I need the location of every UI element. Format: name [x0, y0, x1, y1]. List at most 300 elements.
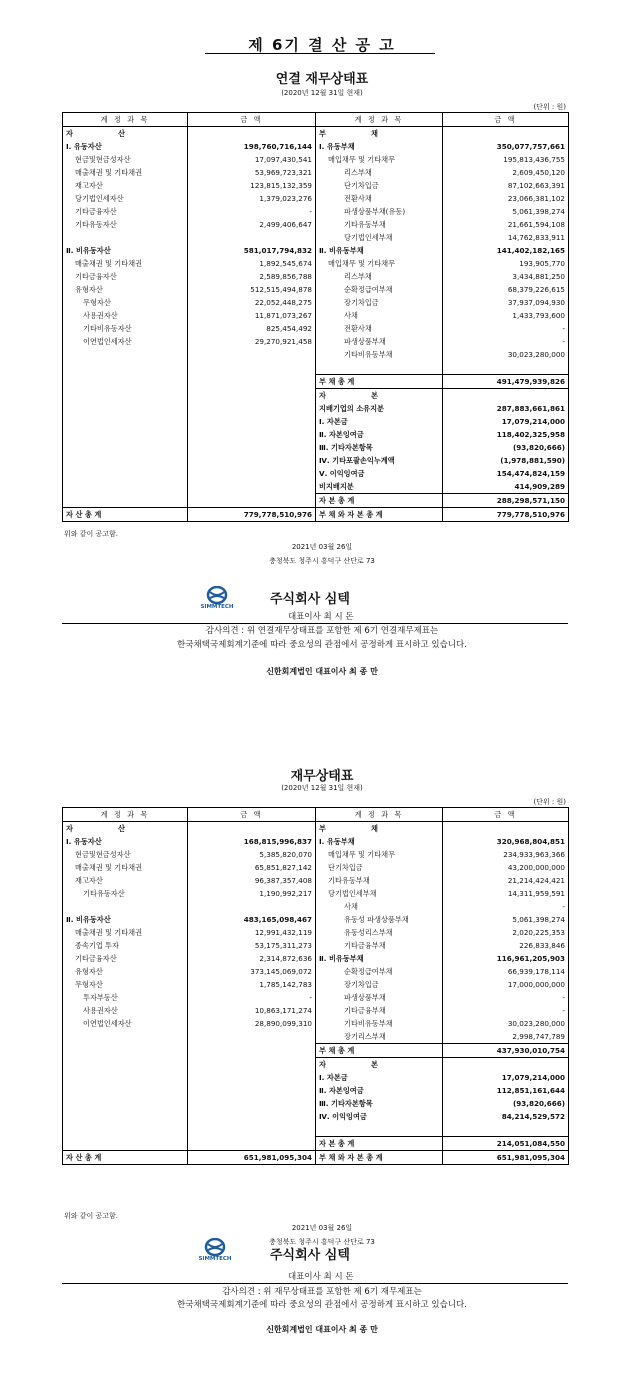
simmtech-logo — [195, 586, 239, 612]
current-assets-row-value: 168,815,996,837 — [188, 835, 316, 848]
asset-item-row-value: 28,890,099,310 — [188, 1017, 316, 1030]
table-row — [63, 978, 569, 991]
liab-item-row-label: 당기법인세부채 — [316, 887, 443, 900]
table-row — [63, 939, 569, 952]
equity-header-label: 자 본 — [316, 1058, 443, 1072]
current-liab-row-label: Ⅰ. 유동부채 — [316, 140, 443, 153]
cell-label — [63, 1030, 188, 1044]
table-row — [63, 374, 569, 388]
table-row — [63, 965, 569, 978]
table-row — [63, 270, 569, 283]
asset-item-row-value: 53,175,311,273 — [188, 939, 316, 952]
cell-value — [188, 493, 316, 507]
noncurrent-assets-row-label: Ⅱ. 비유동자산 — [63, 913, 188, 926]
table-row — [63, 1071, 569, 1084]
equity-item-row-value: 414,909,289 — [514, 481, 565, 491]
asset-item-row-value: 22,052,448,275 — [188, 296, 316, 309]
asset-item-row-label: 기타유동자산 — [63, 887, 188, 900]
equity-header-value — [443, 1058, 569, 1072]
liab-item-row-value: 5,061,398,274 — [512, 915, 565, 924]
liab-item-row-label: 기타금융부채 — [316, 939, 443, 952]
cell-value — [188, 348, 316, 361]
company-name: 주식회사 심텍 — [270, 592, 350, 607]
total-assets-label: 자 산 총 계 — [63, 1150, 188, 1164]
asset-item-row-value: 1,190,992,217 — [188, 887, 316, 900]
total-equity-row-label: 자 본 총 계 — [316, 493, 443, 507]
equity-item-row-value: 118,402,325,958 — [496, 429, 565, 439]
column-header: 계 정 과 목 — [63, 113, 188, 127]
spacer-row-value — [443, 1123, 569, 1136]
liab-item-row-value: 87,102,663,391 — [507, 181, 565, 190]
asset-item-row-label: 투자부동산 — [63, 991, 188, 1004]
liab-item-row-value: 14,311,959,591 — [507, 889, 565, 898]
asset-item-row-value: 65,851,827,142 — [188, 861, 316, 874]
noncurrent-liab-row-label: Ⅱ. 비유동부채 — [316, 244, 443, 257]
asset-item-row-value: 825,454,492 — [188, 322, 316, 335]
consolidated-balance-table — [62, 112, 569, 522]
total-assets-label: 자 산 총 계 — [63, 507, 188, 521]
asset-item-row-value: - — [188, 991, 316, 1004]
table-row — [63, 1030, 569, 1044]
liab-item-row-value: 37,937,094,930 — [507, 298, 565, 307]
table-row — [63, 1136, 569, 1150]
table-row — [63, 205, 569, 218]
consolidated-title: 연결 재무상태표 — [275, 72, 369, 87]
liab-item-row-value: 66,939,178,114 — [507, 967, 565, 976]
cell-label — [63, 493, 188, 507]
separate-title: 재무상태표 — [290, 769, 354, 784]
liab-item-row-label: 사채 — [316, 309, 443, 322]
total-liab-equity-label: 부 채 와 자 본 총 계 — [316, 507, 443, 521]
column-header: 금 액 — [188, 808, 316, 822]
asset-item-row-value: 29,270,921,458 — [188, 335, 316, 348]
asset-item-row-value: 2,499,406,647 — [188, 218, 316, 231]
equity-item-row-value: 154,474,824,159 — [496, 468, 565, 478]
assets-header-label: 자 산 — [63, 822, 188, 836]
liab-item-row-value: 2,609,450,120 — [512, 168, 565, 177]
asset-item-row-label: 현금및현금성자산 — [63, 848, 188, 861]
cell-label — [63, 388, 188, 402]
cell-label — [63, 415, 188, 428]
asset-item-row-value: 373,145,069,072 — [188, 965, 316, 978]
table-row — [63, 1097, 569, 1110]
cell-label — [63, 1110, 188, 1123]
equity-item-row-label: Ⅰ. 자본금 — [316, 415, 443, 428]
table-row — [63, 283, 569, 296]
column-header: 금 액 — [188, 113, 316, 127]
asset-item-row-label: 유형자산 — [63, 283, 188, 296]
liabilities-header-label: 부 채 — [316, 822, 443, 836]
current-assets-row-value: 198,760,716,144 — [188, 140, 316, 153]
spacer-row-value — [188, 231, 316, 244]
cell-label — [63, 467, 188, 480]
simmtech-logo-2 — [193, 1238, 237, 1264]
cell-label — [63, 402, 188, 415]
noncurrent-assets-row-value: 483,165,098,467 — [188, 913, 316, 926]
company-address: 충청북도 청주시 흥덕구 산단로 73 — [269, 557, 375, 565]
table-row — [63, 361, 569, 374]
asset-item-row-value: 17,097,430,541 — [188, 153, 316, 166]
liab-item-row-value: 193,905,770 — [519, 259, 565, 268]
audit-opinion-line1: 감사의견 : 위 연결재무상태표를 포함한 제 6기 연결재무제표는 — [205, 626, 439, 636]
cell-label — [63, 454, 188, 467]
liab-item-row-label: 매입채무 및 기타채무 — [316, 257, 443, 270]
cell-label — [63, 1136, 188, 1150]
asset-item-row-value: - — [188, 205, 316, 218]
equity-item-row-label: Ⅳ. 이익잉여금 — [316, 1110, 443, 1123]
table-row — [63, 231, 569, 244]
asset-item-row-label: 사용권자산 — [63, 309, 188, 322]
total-liab-equity-value: 651,981,095,304 — [443, 1150, 569, 1164]
total-liab-equity-value: 779,778,510,976 — [443, 507, 569, 521]
cell-value — [188, 402, 316, 415]
liab-item-row-label: 장기차입금 — [316, 296, 443, 309]
liab-item-row-label: 전환사채 — [316, 322, 443, 335]
column-header: 금 액 — [443, 808, 569, 822]
auditor-signature-2: 신한회계법인 대표이사 최 종 만 — [266, 1325, 378, 1334]
noncurrent-assets-row-value: 581,017,794,832 — [188, 244, 316, 257]
spacer-row-label — [316, 1123, 443, 1136]
liab-item-row-label: 사채 — [316, 900, 443, 913]
liab-item-row-value: - — [562, 337, 565, 346]
table-row — [63, 900, 569, 913]
liab-item-row-label: 장기리스부채 — [316, 1030, 443, 1044]
liabilities-header-label: 부 채 — [316, 127, 443, 141]
table-row — [63, 1110, 569, 1123]
table-row — [63, 1084, 569, 1097]
table-row — [63, 493, 569, 507]
sign-date: 2021년 03월 26일 — [291, 543, 353, 551]
equity-item-row-value: (93,820,666) — [512, 442, 565, 452]
liab-item-row-value: 30,023,280,000 — [507, 1019, 565, 1028]
table-row — [63, 179, 569, 192]
asset-item-row-value: 123,815,132,359 — [188, 179, 316, 192]
asset-item-row-label: 무형자산 — [63, 978, 188, 991]
cell-label — [63, 1071, 188, 1084]
ceo-name-2: 대표이사 최 시 돈 — [288, 1272, 354, 1282]
cell-value — [188, 1123, 316, 1136]
table-row — [63, 244, 569, 257]
grand-total-row — [63, 507, 569, 521]
liab-item-row-label: 기타비유동부채 — [316, 348, 443, 361]
cell-label — [63, 361, 188, 374]
spacer-row-value — [188, 900, 316, 913]
table-row — [63, 166, 569, 179]
table-row — [63, 454, 569, 467]
table-row — [63, 952, 569, 965]
grand-total-row — [63, 1150, 569, 1164]
column-header: 계 정 과 목 — [63, 808, 188, 822]
cell-value — [188, 1136, 316, 1150]
total-liab-equity-label: 부 채 와 자 본 총 계 — [316, 1150, 443, 1164]
liab-item-row-value: 23,066,381,102 — [507, 194, 565, 203]
table-row — [63, 848, 569, 861]
total-equity-row-label: 자 본 총 계 — [316, 1136, 443, 1150]
asset-item-row-value: 1,785,142,783 — [188, 978, 316, 991]
asset-item-row-label: 무형자산 — [63, 296, 188, 309]
noncurrent-assets-row-label: Ⅱ. 비유동자산 — [63, 244, 188, 257]
asset-item-row-label: 기타금융자산 — [63, 205, 188, 218]
asset-item-row-label: 매출채권 및 기타채권 — [63, 166, 188, 179]
cell-value — [188, 1058, 316, 1072]
noncurrent-liab-row-value: 141,402,182,165 — [496, 246, 565, 255]
asset-item-row-value: 96,387,357,408 — [188, 874, 316, 887]
equity-item-row-label: Ⅲ. 기타자본항목 — [316, 1097, 443, 1110]
liab-item-row-value: 14,762,833,911 — [507, 233, 565, 242]
table-row — [63, 192, 569, 205]
liab-item-row-value: - — [562, 902, 565, 911]
equity-item-row-label: Ⅲ. 기타자본항목 — [316, 441, 443, 454]
cell-label — [63, 441, 188, 454]
liab-item-row-value: 17,000,000,000 — [507, 980, 565, 989]
table-row — [63, 1058, 569, 1072]
asset-item-row-value: 53,969,723,321 — [188, 166, 316, 179]
liab-item-row-value: - — [562, 1006, 565, 1015]
equity-item-row-label: Ⅴ. 이익잉여금 — [316, 467, 443, 480]
asset-item-row-label: 이연법인세자산 — [63, 1017, 188, 1030]
separate-unit: (단위 : 원) — [533, 798, 566, 806]
asset-item-row-value: 11,871,073,267 — [188, 309, 316, 322]
assets-header-value — [188, 822, 316, 836]
cell-value — [188, 1044, 316, 1058]
asset-item-row-label: 매출채권 및 기타채권 — [63, 926, 188, 939]
liab-item-row-label: 파생상품부채 — [316, 991, 443, 1004]
liab-item-row-value: 2,998,747,789 — [512, 1032, 565, 1041]
separate-balance-table — [62, 807, 569, 1165]
table-row — [63, 257, 569, 270]
liab-item-row-value: 43,200,000,000 — [507, 863, 565, 872]
liab-item-row-value: 21,214,424,421 — [507, 876, 565, 885]
column-header: 금 액 — [443, 113, 569, 127]
cell-label — [63, 1084, 188, 1097]
liab-item-row-value: - — [562, 993, 565, 1002]
table-row — [63, 874, 569, 887]
table-row — [63, 887, 569, 900]
table-row — [63, 467, 569, 480]
liab-item-row-value: 2,020,225,353 — [512, 928, 565, 937]
audit-opinion-2-line2: 한국채택국제회계기준에 따라 중요성의 관점에서 공정하게 표시하고 있습니다. — [177, 1300, 467, 1310]
cell-value — [188, 388, 316, 402]
table-row — [63, 348, 569, 361]
asset-item-row-label: 기타금융자산 — [63, 270, 188, 283]
liab-item-row-value: 3,434,881,250 — [512, 272, 565, 281]
liab-item-row-label: 전환사채 — [316, 192, 443, 205]
liab-item-row-label: 리스부채 — [316, 166, 443, 179]
liab-item-row-value: 195,813,436,755 — [503, 155, 565, 164]
asset-item-row-label: 현금및현금성자산 — [63, 153, 188, 166]
liab-item-row-label: 파생상품부채 — [316, 335, 443, 348]
liab-item-row-label: 기타유동부채 — [316, 874, 443, 887]
table-row — [63, 835, 569, 848]
total-liabilities-row-value: 491,479,939,826 — [443, 374, 569, 388]
cell-value — [188, 1110, 316, 1123]
total-liabilities-row-value: 437,930,010,754 — [443, 1044, 569, 1058]
sign-date-2: 2021년 03월 26일 — [291, 1224, 353, 1232]
liab-item-row-label: 기타유동부채 — [316, 218, 443, 231]
noncurrent-liab-row-value: 116,961,205,903 — [496, 954, 565, 963]
table-row — [63, 335, 569, 348]
noncurrent-liab-row-label: Ⅱ. 비유동부채 — [316, 952, 443, 965]
liab-item-row-label: 단기차입금 — [316, 861, 443, 874]
table-row — [63, 861, 569, 874]
asset-item-row-value: 5,385,820,070 — [188, 848, 316, 861]
spacer-row-label — [63, 231, 188, 244]
total-assets-value: 779,778,510,976 — [188, 507, 316, 521]
liab-item-row-label: 단기차입금 — [316, 179, 443, 192]
equity-item-row-label: Ⅰ. 자본금 — [316, 1071, 443, 1084]
column-header-row — [63, 808, 569, 822]
asset-item-row-value: 2,589,856,788 — [188, 270, 316, 283]
company-address-2: 충청북도 청주시 흥덕구 산단로 73 — [269, 1238, 375, 1246]
asset-item-row-value: 10,863,171,274 — [188, 1004, 316, 1017]
equity-header-label: 자 본 — [316, 388, 443, 402]
asset-item-row-label: 유형자산 — [63, 965, 188, 978]
total-equity-row-value: 288,298,571,150 — [443, 493, 569, 507]
liab-item-row-value: - — [562, 324, 565, 333]
liab-item-row-label: 파생상품부채(유동) — [316, 205, 443, 218]
liab-item-row-label: 순확정급여부채 — [316, 283, 443, 296]
liab-item-row-label: 장기차입금 — [316, 978, 443, 991]
table-row — [63, 1017, 569, 1030]
cell-value — [188, 428, 316, 441]
table-row — [63, 218, 569, 231]
table-row — [63, 402, 569, 415]
cell-value — [188, 1084, 316, 1097]
cell-value — [188, 441, 316, 454]
table-row — [63, 1123, 569, 1136]
cell-value — [188, 1097, 316, 1110]
table-row — [63, 388, 569, 402]
table-row — [63, 991, 569, 1004]
liabilities-header-value — [443, 822, 569, 836]
asset-item-row-label: 재고자산 — [63, 874, 188, 887]
liab-item-row-label: 유동성 파생상품부채 — [316, 913, 443, 926]
cell-value — [188, 374, 316, 388]
table-row — [63, 441, 569, 454]
liabilities-header-value — [443, 127, 569, 141]
equity-item-row-value: 17,079,214,000 — [501, 1073, 565, 1082]
asset-item-row-label: 매출채권 및 기타채권 — [63, 861, 188, 874]
liab-item-row-value: 226,833,846 — [519, 941, 565, 950]
equity-item-row-label: Ⅱ. 자본잉여금 — [316, 1084, 443, 1097]
current-liab-row-value: 320,968,804,851 — [496, 837, 565, 846]
divider-2 — [62, 1283, 568, 1284]
consolidated-date: (2020년 12월 31일 현재) — [281, 89, 363, 97]
cell-value — [188, 467, 316, 480]
equity-item-row-value: 17,079,214,000 — [501, 416, 565, 426]
column-header: 계 정 과 목 — [316, 113, 443, 127]
equity-item-row-value: 84,214,529,572 — [501, 1112, 565, 1121]
column-header: 계 정 과 목 — [316, 808, 443, 822]
cell-label — [63, 1097, 188, 1110]
cell-label — [63, 480, 188, 494]
table-row — [63, 913, 569, 926]
liab-item-row-label: 순확정급여부채 — [316, 965, 443, 978]
table-row — [63, 480, 569, 494]
asset-item-row-label: 기타유동자산 — [63, 218, 188, 231]
total-liabilities-row-label: 부 채 총 계 — [316, 1044, 443, 1058]
liab-item-row-label: 매입채무 및 기타채무 — [316, 153, 443, 166]
equity-item-row-value: (93,820,666) — [512, 1099, 565, 1108]
table-row — [63, 296, 569, 309]
table-row — [63, 428, 569, 441]
asset-item-row-label: 기타비유동자산 — [63, 322, 188, 335]
asset-item-row-label: 종속기업 투자 — [63, 939, 188, 952]
company-name-2: 주식회사 심텍 — [270, 1248, 350, 1263]
title-underline — [205, 53, 435, 54]
consolidated-unit: (단위 : 원) — [533, 103, 566, 111]
announcement-title: 제 6기 결 산 공 고 — [248, 36, 396, 54]
current-liab-row-label: Ⅰ. 유동부채 — [316, 835, 443, 848]
liab-item-row-value: 1,433,793,600 — [512, 311, 565, 320]
table-row — [63, 1044, 569, 1058]
liab-item-row-label: 유동성리스부채 — [316, 926, 443, 939]
liab-item-row-label: 당기법인세부채 — [316, 231, 443, 244]
spacer-row-value — [443, 361, 569, 374]
cell-value — [188, 415, 316, 428]
current-assets-row-label: Ⅰ. 유동자산 — [63, 835, 188, 848]
cell-value — [188, 454, 316, 467]
current-assets-row-label: Ⅰ. 유동자산 — [63, 140, 188, 153]
liab-item-row-label: 기타금융부채 — [316, 1004, 443, 1017]
asset-item-row-value: 512,515,494,878 — [188, 283, 316, 296]
table-row — [63, 1004, 569, 1017]
liab-item-row-label: 리스부채 — [316, 270, 443, 283]
table-row — [63, 153, 569, 166]
liab-item-row-value: 5,061,398,274 — [512, 207, 565, 216]
equity-item-row-label: 지배기업의 소유지분 — [316, 402, 443, 415]
total-liabilities-row-label: 부 채 총 계 — [316, 374, 443, 388]
equity-item-row-label: Ⅳ. 기타포괄손익누계액 — [316, 454, 443, 467]
cell-value — [188, 1071, 316, 1084]
cell-label — [63, 348, 188, 361]
notice-statement-2: 위와 같이 공고함. — [64, 1212, 119, 1220]
asset-item-row-label: 이연법인세자산 — [63, 335, 188, 348]
liab-item-row-value: 21,661,594,108 — [507, 220, 565, 229]
asset-item-row-label: 재고자산 — [63, 179, 188, 192]
asset-item-row-value: 12,991,432,119 — [188, 926, 316, 939]
audit-opinion-line2: 한국채택국제회계기준에 따라 중요성의 관점에서 공정하게 표시하고 있습니다. — [177, 640, 467, 650]
asset-item-row-label: 매출채권 및 기타채권 — [63, 257, 188, 270]
total-assets-value: 651,981,095,304 — [188, 1150, 316, 1164]
equity-item-row-label: Ⅱ. 자본잉여금 — [316, 428, 443, 441]
liab-item-row-value: 30,023,280,000 — [507, 350, 565, 359]
cell-label — [63, 1058, 188, 1072]
liab-item-row-value: 68,379,226,615 — [507, 285, 565, 294]
equity-header-value — [443, 388, 569, 402]
logo-wordmark: SIMMTECH — [200, 604, 234, 610]
column-header-row — [63, 113, 569, 127]
separate-date: (2020년 12월 31일 현재) — [281, 784, 363, 792]
cell-value — [188, 480, 316, 494]
asset-item-row-label: 기타금융자산 — [63, 952, 188, 965]
asset-item-row-value: 1,892,545,674 — [188, 257, 316, 270]
table-row — [63, 322, 569, 335]
spacer-row-label — [316, 361, 443, 374]
ceo-name: 대표이사 최 시 돈 — [288, 612, 354, 622]
table-row — [63, 926, 569, 939]
cell-value — [188, 1030, 316, 1044]
assets-header-value — [188, 127, 316, 141]
cell-label — [63, 1123, 188, 1136]
equity-item-row-value: (1,978,881,590) — [500, 455, 565, 465]
table-row — [63, 415, 569, 428]
asset-item-row-label: 당기법인세자산 — [63, 192, 188, 205]
liab-item-row-label: 매입채무 및 기타채무 — [316, 848, 443, 861]
cell-label — [63, 1044, 188, 1058]
equity-item-row-value: 287,883,661,861 — [496, 403, 565, 413]
current-liab-row-value: 350,077,757,661 — [496, 142, 565, 151]
